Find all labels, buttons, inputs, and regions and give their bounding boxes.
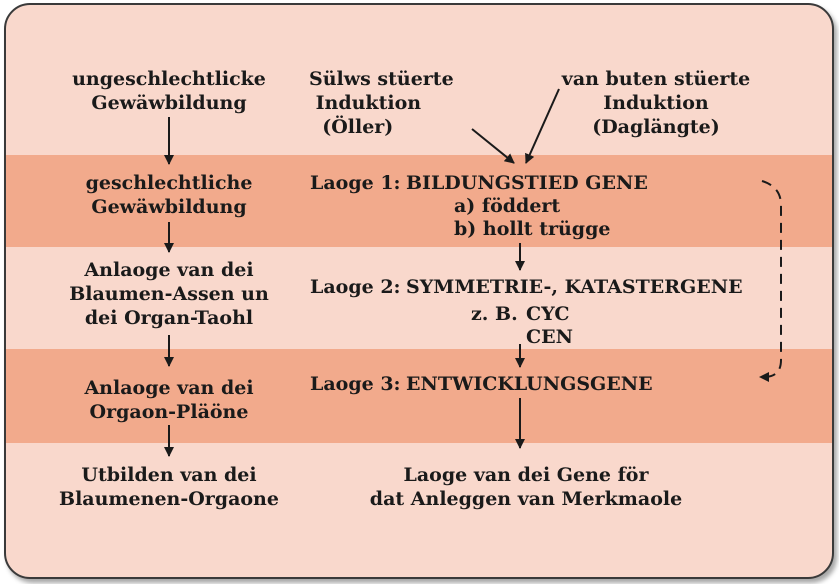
level-1-promote: a) föddert — [454, 195, 561, 217]
level-2-gene-cyc: CYC — [526, 303, 570, 325]
asexual-reproduction-text: ungeschlechtlicke Gewäwbildung — [72, 68, 266, 114]
level-2-title: SYMMETRIE-, KATASTERGENE — [406, 276, 743, 298]
level-2-gene-cen: CEN — [526, 326, 573, 348]
level-3-title: ENTWICKLUNGSGENE — [406, 373, 653, 395]
sexual-reproduction-text: geschlechtliche Gewäwbildung — [85, 172, 253, 218]
level-1-title: BILDUNGSTIED GENE — [406, 172, 648, 194]
result-text: Laoge van dei Gene för dat Anleggen van Merkmaole — [369, 464, 683, 510]
level-3-label: Laoge 3: — [310, 373, 401, 395]
external-induction-text: van buten stüerte Induktion (Daglängte) — [561, 68, 751, 138]
organ-plan-text: Anlaoge van dei Orgaon-Pläöne — [84, 377, 254, 423]
internal-induction-text: Sülws stüerte Induktion (Öller) — [309, 68, 454, 138]
arrow-external-induction — [526, 89, 559, 163]
level-1-label: Laoge 1: — [310, 172, 401, 194]
level-1-repress: b) hollt trügge — [454, 218, 611, 240]
level-2-example-prefix: z. B. — [471, 303, 518, 325]
dashed-feedback-arrow — [760, 181, 781, 377]
diagram-frame — [4, 3, 834, 579]
flower-axis-text: Anlaoge van dei Blaumen-Assen un dei Organ-Taohl — [69, 259, 269, 329]
arrow-internal-induction — [472, 129, 514, 163]
level-2-label: Laoge 2: — [310, 276, 401, 298]
flower-organs-text: Utbilden van dei Blaumenen-Orgaone — [59, 464, 279, 510]
